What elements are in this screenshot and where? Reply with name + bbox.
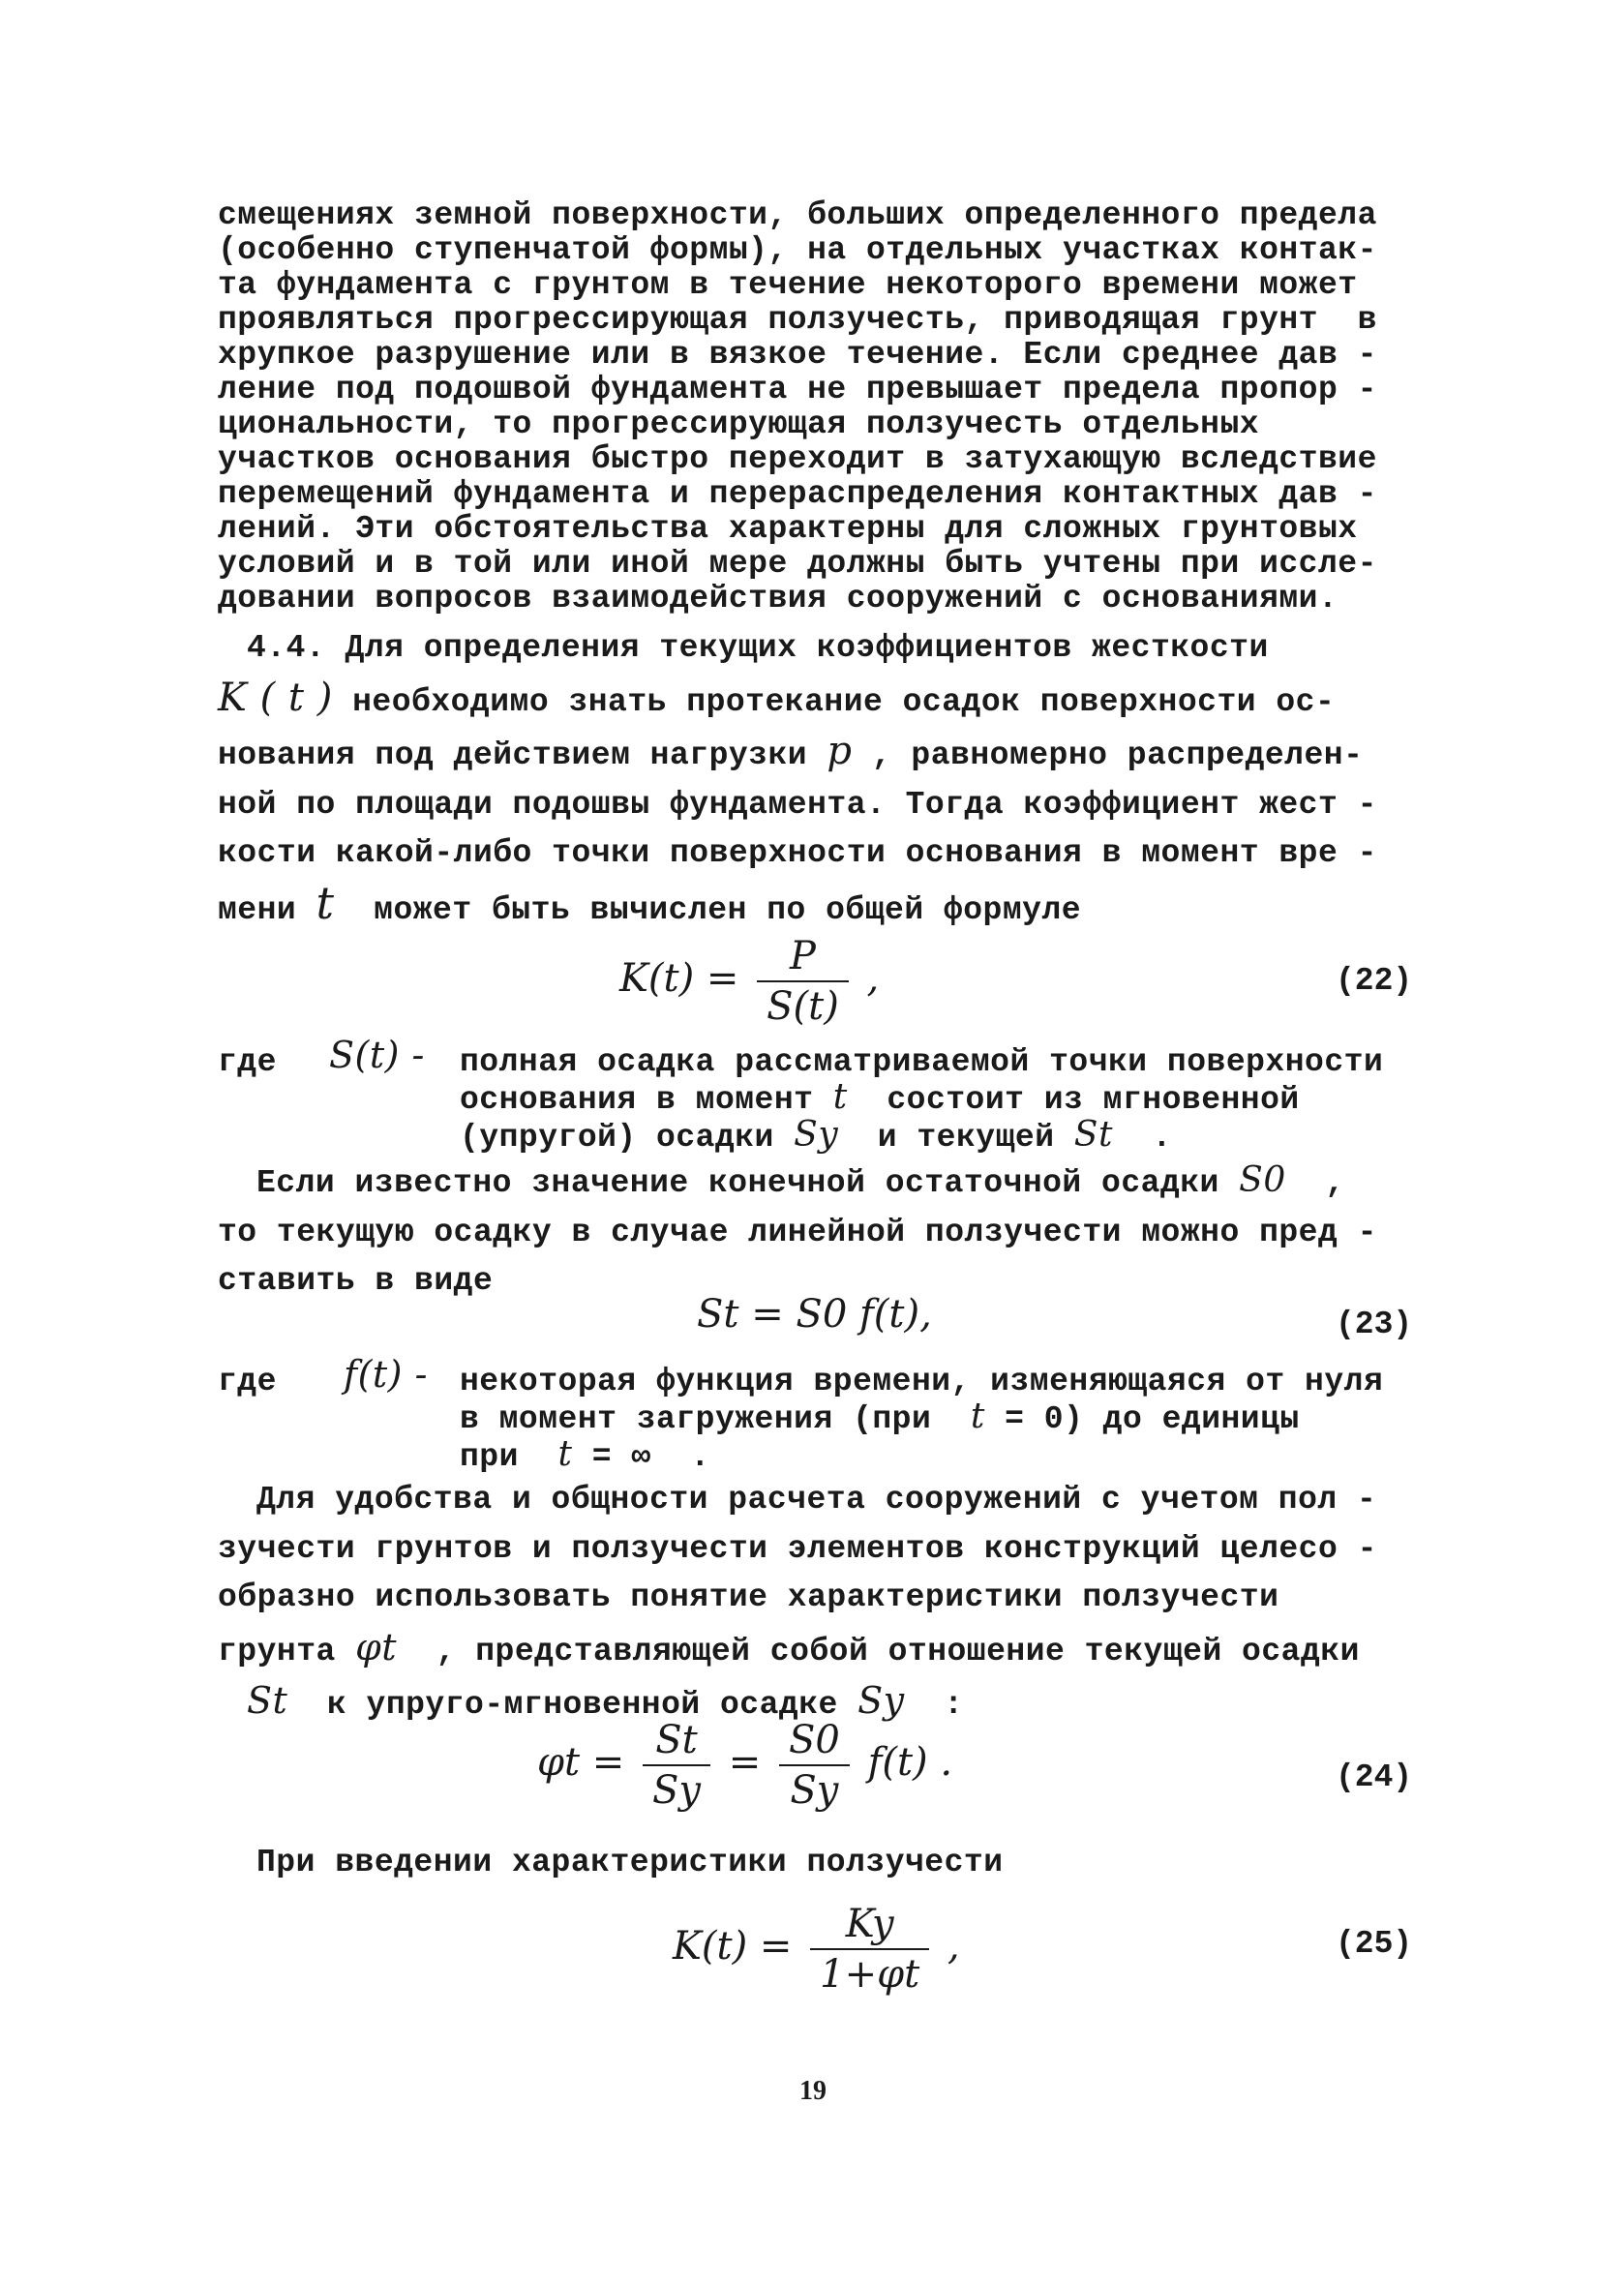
- paragraph-creep: [218, 198, 1418, 616]
- fraction: $\frac{S0}{Sy}$: [779, 1718, 850, 1813]
- text-line: 4.4. Для определения текущих коэффициентов жесткости: [247, 630, 1269, 666]
- text-line: при t = ∞ .: [460, 1434, 710, 1475]
- equation-24: φt = $\frac{St}{Sy}$ = $\frac{S0}{Sy}$ f(t) .: [537, 1718, 953, 1813]
- fraction: $\frac{Ky}{1+\varphi t}$: [810, 1902, 929, 1997]
- document-page: смещениях земной поверхности, больших определенного предела (особенно ступенчатой формы), на отдельных участках контак- та фундамента с грунтом в течение некоторого времени может проявляться прогрессирующая ползучесть, приводящая грунт в хрупкое разрушение или в вязкое течение. Если среднее дав - ление под подошвой фундамента не превышает предела пропор - циональности, то прогрессирующая ползучесть отдельных участков основания быстро переходит в затухающую вследствие перемещений фундамента и перераспределения контактных дав - лений. Эти обстоятельства характерны для сложных грунтовых условий и в той или иной мере должны быть учтены при иссле- довании вопросов взаимодействия сооружений с основаниями. 4.4. Для определения текущих коэффициентов жесткости K ( t ) необходимо знать протекание осадок поверхности ос- нования под действием нагрузки p , равномерно распределен- ной по площади подошвы фундамента. Тогда коэффициент жест - кости какой-либо точки поверхности основания в момент вре - мени t может быть вычислен по общей формуле K(t) = $\frac{P}{S(t)}$ , (22) где S(t) - полная осадка рассматриваемой точки поверхности основания в момент t состоит из мгновенной (упругой) осадки Sy и текущей St . Если известно значение конечной остаточной осадки S0 , то текущую осадку в случае линейной ползучести можно пред - ставить в виде St = S0 f(t), (23) где f(t) - некоторая функция времени, изменяющаяся от нуля в момент загружения (при t = 0) до единицы при t = ∞ . Для удобства и общности расчета сооружений с учетом пол - зучести грунтов и ползучести элементов конструкций целесо - образно использовать понятие характеристики ползучести грунта φt , представляющей собой отношение текущей осадки St к упруго-мгновенной осадке Sy : φt = $\frac{St}{Sy}$ = $\frac{S0}{Sy}$ f(t) . (24) При введении характеристики ползучести K(t) = $\frac{Ky}{1+\varphi t}$ , (25) 19: [0, 0, 1624, 2285]
- text-line: грунта φt , представляющей собой отношение текущей осадки: [218, 1625, 1360, 1669]
- text-line: проявляться прогрессирующая ползучесть, приводящая грунт в: [218, 302, 1377, 338]
- text-line: образно использовать понятие характеристики ползучести: [218, 1579, 1279, 1615]
- equation-25: K(t) = $\frac{Ky}{1+\varphi t}$ ,: [673, 1902, 960, 1997]
- symbol-p: p: [827, 729, 853, 773]
- symbol-s-t: S(t) -: [329, 1034, 425, 1076]
- text-line: кости какой-либо точки поверхности основания в момент вре -: [218, 835, 1377, 871]
- text-line: ление под подошвой фундамента не превышает предела пропор -: [218, 372, 1377, 407]
- paragraph-creep-characteristic: [218, 1476, 1418, 1730]
- text-line: некоторая функция времени, изменяющаяся от нуля: [460, 1364, 1384, 1399]
- text-line: основания в момент t состоит из мгновенной: [460, 1077, 1300, 1118]
- text-line: (особенно ступенчатой формы), на отдельных участках контак-: [218, 232, 1377, 268]
- paragraph-introduction: [218, 1839, 1418, 1888]
- text-line: перемещений фундамента и перераспределения контактных дав -: [218, 476, 1377, 512]
- text-line: Для удобства и общности расчета сооружений с учетом пол -: [256, 1482, 1377, 1518]
- paragraph-section-4-4: [218, 624, 1418, 935]
- text-line: циональности, то прогрессирующая ползучесть отдельных: [218, 406, 1260, 442]
- text-line: смещениях земной поверхности, больших определенного предела: [218, 197, 1377, 233]
- equation-number-24: (24): [1336, 1759, 1413, 1795]
- equation-number-25: (25): [1336, 1926, 1413, 1962]
- fraction: $\frac{P}{S(t)}$: [757, 934, 849, 1029]
- text-line: полная осадка рассматриваемой точки поверхности: [460, 1044, 1384, 1080]
- text-line: участков основания быстро переходит в затухающую вследствие: [218, 441, 1377, 477]
- text-line: При введении характеристики ползучести: [256, 1845, 1004, 1880]
- equation-23: St = S0 f(t),: [697, 1292, 932, 1337]
- page-number: 19: [799, 2076, 827, 2106]
- symbol-t: t: [316, 876, 335, 929]
- text-line: (упругой) осадки Sy и текущей St .: [460, 1115, 1172, 1156]
- text-line: зучести грунтов и ползучести элементов конструкций целесо -: [218, 1530, 1377, 1567]
- text-line: довании вопросов взаимодействия сооружений с основаниями.: [218, 581, 1338, 616]
- text-line: мени t может быть вычислен по общей формуле: [218, 876, 1082, 929]
- text-line: хрупкое разрушение или в вязкое течение. Если среднее дав -: [218, 337, 1377, 373]
- equation-number-22: (22): [1336, 963, 1413, 999]
- text-line: лений. Эти обстоятельства характерны для сложных грунтовых: [218, 511, 1358, 547]
- text-line: Если известно значение конечной остаточной осадки S0 ,: [256, 1160, 1345, 1201]
- symbol-f-t: f(t) -: [344, 1353, 428, 1396]
- text-line: ной по площади подошвы фундамента. Тогда коэффициент жест -: [218, 786, 1377, 823]
- paragraph-final-settlement: [218, 1157, 1418, 1307]
- text-line: та фундамента с грунтом в течение некоторого времени может: [218, 267, 1358, 303]
- text-line: условий и в той или иной мере должны быть учтены при иссле-: [218, 546, 1377, 582]
- symbol-k-t: K ( t ): [218, 675, 333, 720]
- text-line: нования под действием нагрузки p , равномерно распределен-: [218, 729, 1364, 773]
- text-line: то текущую осадку в случае линейной ползучести можно пред -: [218, 1214, 1377, 1250]
- text-line: ставить в виде: [218, 1263, 494, 1299]
- fraction: $\frac{St}{Sy}$: [643, 1718, 710, 1813]
- text-line: в момент загружения (при t = 0) до единицы: [460, 1397, 1300, 1437]
- equation-number-23: (23): [1336, 1307, 1413, 1342]
- text-line: K ( t ) необходимо знать протекание осадок поверхности ос-: [218, 675, 1336, 720]
- text-line: St к упруго-мгновенной осадке Sy :: [247, 1679, 964, 1723]
- equation-22: K(t) = $\frac{P}{S(t)}$ ,: [619, 934, 880, 1029]
